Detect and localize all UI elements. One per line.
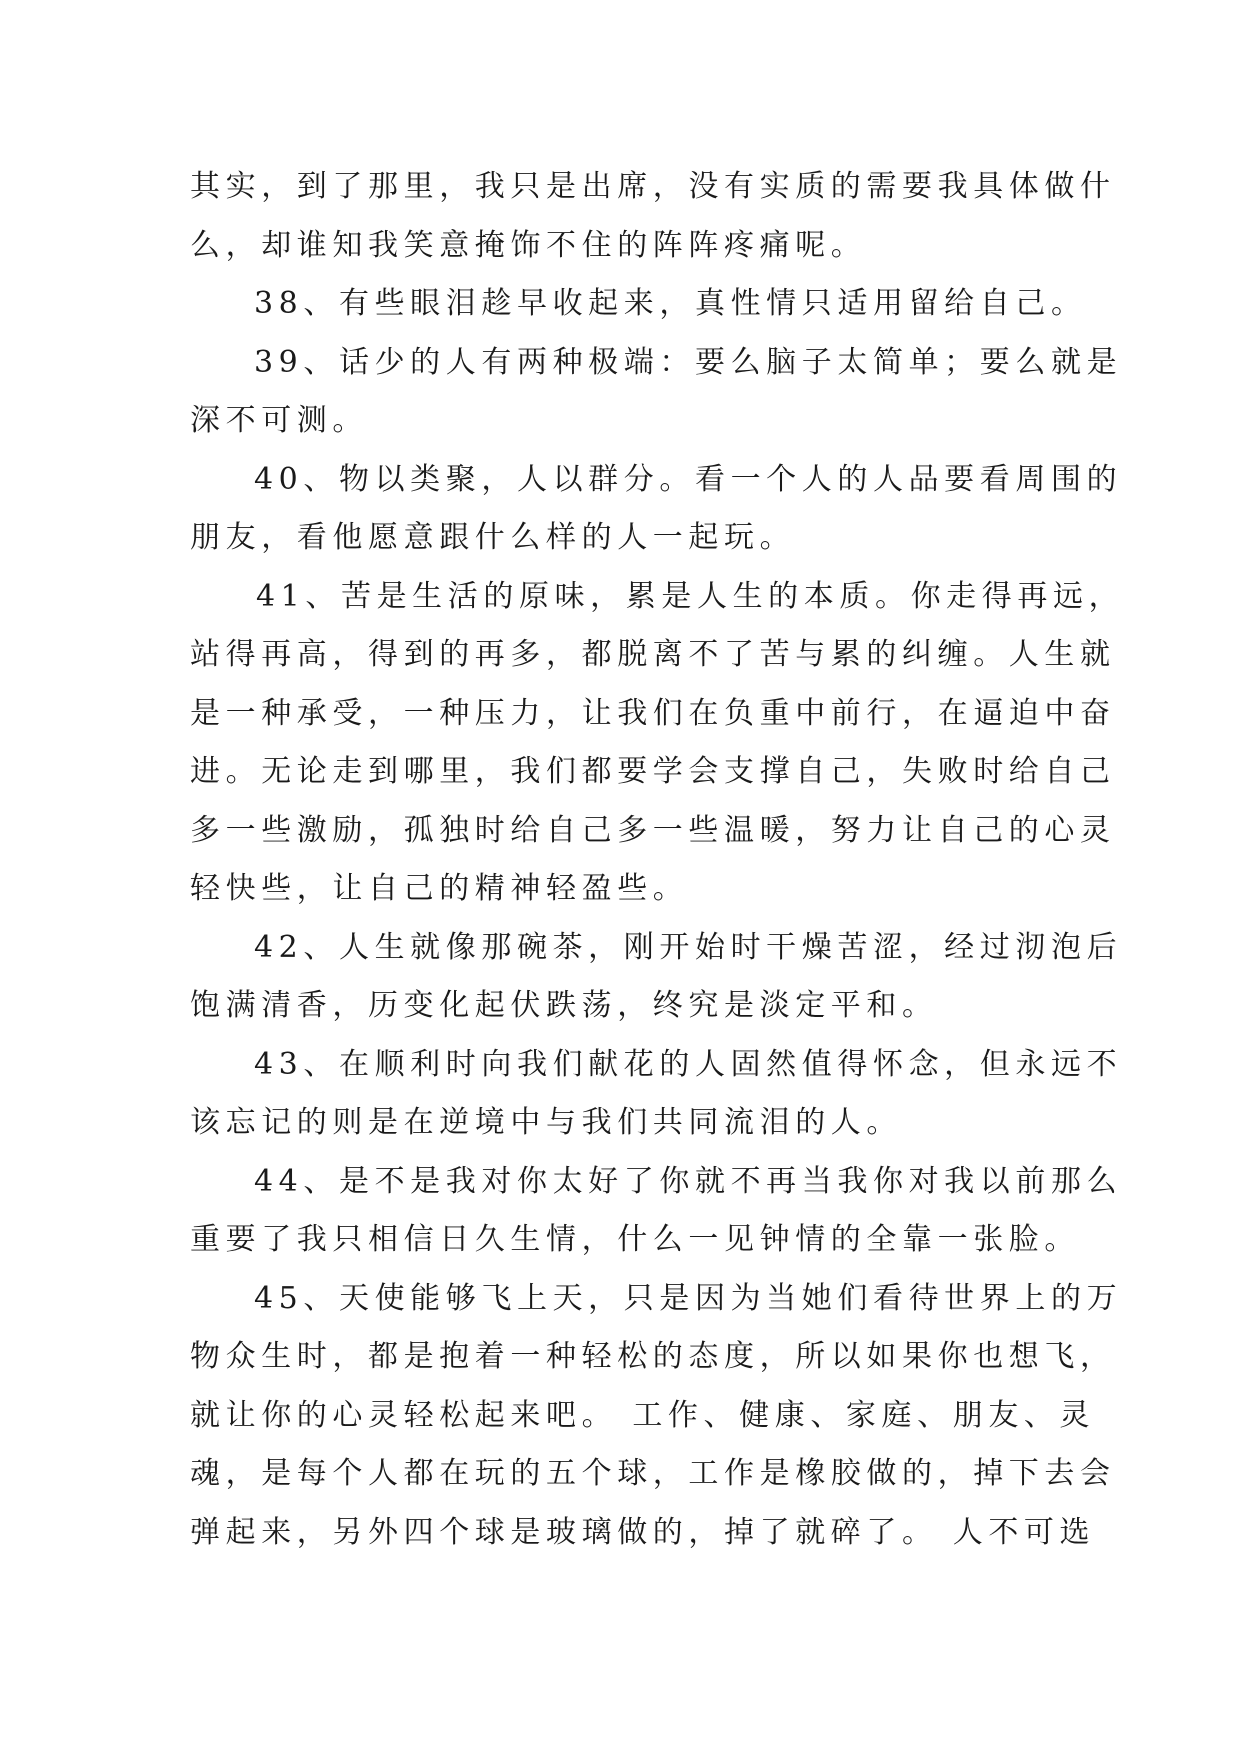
text-line: 是一种承受，一种压力，让我们在负重中前行，在逼迫中奋 <box>190 695 1116 731</box>
text-line: 进。无论走到哪里，我们都要学会支撑自己，失败时给自己 <box>190 754 1116 789</box>
text-line: 就让你的心灵轻松起来吧。 工作、健康、家庭、朋友、灵 <box>190 1397 1096 1433</box>
text-line: 41、苦是生活的原味，累是人生的本质。你走得再远， <box>256 578 1125 614</box>
text-line: 43、在顺利时向我们献花的人固然值得怀念，但永远不 <box>254 1046 1123 1082</box>
text-line: 39、话少的人有两种极端：要么脑子太简单；要么就是 <box>254 344 1123 380</box>
text-line: 38、有些眼泪趁早收起来，真性情只适用留给自己。 <box>254 286 1087 321</box>
text-line: 物众生时，都是抱着一种轻松的态度，所以如果你也想飞， <box>190 1339 1116 1374</box>
text-line: 该忘记的则是在逆境中与我们共同流泪的人。 <box>190 1105 902 1140</box>
text-line: 朋友，看他愿意跟什么样的人一起玩。 <box>190 520 796 555</box>
text-line: 其实，到了那里，我只是出席，没有实质的需要我具体做什 <box>190 169 1116 204</box>
text-line: 重要了我只相信日久生情，什么一见钟情的全靠一张脸。 <box>190 1222 1080 1257</box>
text-line: 44、是不是我对你太好了你就不再当我你对我以前那么 <box>254 1163 1123 1199</box>
text-line: 45、天使能够飞上天，只是因为当她们看待世界上的万 <box>254 1280 1123 1316</box>
text-line: 多一些激励，孤独时给自己多一些温暖，努力让自己的心灵 <box>190 812 1116 848</box>
text-line: 魂，是每个人都在玩的五个球，工作是橡胶做的，掉下去会 <box>190 1456 1116 1491</box>
text-line: 弹起来，另外四个球是玻璃做的，掉了就碎了。 人不可选 <box>190 1514 1096 1550</box>
text-line: 站得再高，得到的再多，都脱离不了苦与累的纠缠。人生就 <box>190 637 1116 672</box>
text-line: 么，却谁知我笑意掩饰不住的阵阵疼痛呢。 <box>190 227 867 263</box>
text-line: 42、人生就像那碗茶，刚开始时干燥苦涩，经过沏泡后 <box>254 929 1123 965</box>
text-line: 轻快些，让自己的精神轻盈些。 <box>190 871 689 906</box>
document-text-body <box>190 158 1125 1562</box>
text-line: 饱满清香，历变化起伏跌荡，终究是淡定平和。 <box>190 988 938 1023</box>
text-line: 40、物以类聚，人以群分。看一个人的人品要看周围的 <box>254 461 1123 497</box>
text-line: 深不可测。 <box>190 403 368 438</box>
